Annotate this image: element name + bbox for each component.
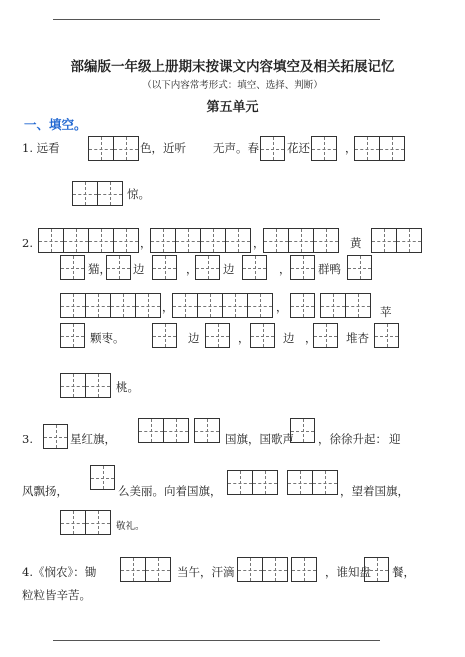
q2-kezao: 颗枣。: [90, 331, 125, 345]
q2-blank-5[interactable]: [60, 255, 85, 280]
q3-wangzhe: ，望着国旗，: [340, 484, 409, 498]
q1-text-b: 无声。春: [213, 141, 259, 155]
q2-blank-10[interactable]: [290, 255, 315, 280]
q2-blank-8[interactable]: [195, 255, 220, 280]
q2-comma-h: ，: [305, 331, 317, 345]
q1-blank-5[interactable]: [72, 181, 122, 206]
q2-comma-b: ，: [253, 236, 265, 250]
q4-prefix: 4.《悯农》：锄: [22, 565, 97, 579]
q2-blank-21[interactable]: [374, 323, 399, 348]
q2-blank-6[interactable]: [106, 255, 131, 280]
q2-blank-20[interactable]: [313, 323, 338, 348]
q3-meili: 么美丽。向着国旗，: [118, 484, 222, 498]
q2-blank-9[interactable]: [242, 255, 267, 280]
q2-duixing: 堆杏: [346, 331, 369, 345]
q3-xuxu: ，徐徐升起：: [318, 432, 387, 446]
document-subtitle: （以下内容常考形式：填空、选择、判断）: [142, 80, 323, 91]
q1-blank-1[interactable]: [88, 136, 138, 161]
q3-blank-6[interactable]: [227, 470, 277, 495]
q1-blank-4[interactable]: [354, 136, 404, 161]
q3-blank-2[interactable]: [138, 418, 188, 443]
q2-comma-g: ，: [238, 331, 250, 345]
q2-mao: 猫，: [88, 262, 111, 276]
q1-text-d: ，: [345, 141, 357, 155]
q2-prefix: 2.: [22, 236, 33, 250]
q3-xinghongqi: 星红旗，: [70, 432, 116, 446]
q2-blank-2[interactable]: [150, 228, 250, 253]
q2-blank-17[interactable]: [152, 323, 177, 348]
q3-prefix: 3.: [22, 432, 33, 446]
q4-blank-1[interactable]: [120, 557, 170, 582]
q2-blank-7[interactable]: [152, 255, 177, 280]
q2-comma-c: ，: [186, 262, 198, 276]
q3-jingli: 敬礼。: [116, 521, 145, 532]
q2-blank-4[interactable]: [371, 228, 421, 253]
q4-blank-2[interactable]: [237, 557, 287, 582]
q2-blank-19[interactable]: [250, 323, 275, 348]
q2-bian-c: 边: [188, 331, 200, 345]
q4-dangwu: 当午，汗滴: [177, 565, 235, 579]
q4-blank-3[interactable]: [291, 557, 316, 582]
q2-comma-a: ，: [140, 236, 152, 250]
q3-fengpiaoyang: 风飘扬，: [22, 484, 68, 498]
q2-blank-3[interactable]: [263, 228, 338, 253]
unit-heading: 第五单元: [206, 100, 259, 115]
q2-blank-14[interactable]: [290, 293, 315, 318]
q2-tao: 桃。: [116, 380, 139, 394]
q2-blank-12[interactable]: [60, 293, 160, 318]
q2-comma-e: ，: [162, 300, 174, 314]
q3-guoqi: 国旗，国歌声: [225, 432, 294, 446]
q3-blank-7[interactable]: [287, 470, 337, 495]
q2-blank-18[interactable]: [205, 323, 230, 348]
q3-blank-8[interactable]: [60, 510, 110, 535]
q3-blank-5[interactable]: [90, 465, 115, 490]
q1-text-a: 色，近听: [140, 141, 186, 155]
q2-qunya: 群鸭: [318, 262, 341, 276]
q1-text-c: 花还: [287, 141, 310, 155]
q2-blank-11[interactable]: [347, 255, 372, 280]
q2-ping: 苹: [380, 305, 392, 319]
top-rule: [53, 19, 380, 20]
q4-shuizhi: ，谁知盘: [325, 565, 371, 579]
q2-comma-f: ，: [276, 300, 288, 314]
section-fill-blank: 一、填空。: [24, 117, 87, 132]
q1-blank-2[interactable]: [260, 136, 285, 161]
document-title: 部编版一年级上册期末按课文内容填空及相关拓展记忆: [70, 59, 395, 75]
q2-blank-1[interactable]: [38, 228, 138, 253]
q4-can: 餐，: [392, 565, 415, 579]
q1-blank-3[interactable]: [311, 136, 336, 161]
q1-text-e: 惊。: [127, 187, 150, 201]
q3-blank-1[interactable]: [43, 424, 68, 449]
q2-blank-13[interactable]: [172, 293, 272, 318]
q2-bian-d: 边: [283, 331, 295, 345]
q1-prefix: 1. 远看: [22, 141, 60, 155]
q2-blank-15[interactable]: [320, 293, 370, 318]
q2-bian-a: 边: [133, 262, 145, 276]
q3-ying: 迎: [389, 432, 401, 446]
bottom-rule: [53, 640, 380, 641]
q2-blank-16[interactable]: [60, 323, 85, 348]
q4-line2: 粒粒皆辛苦。: [22, 588, 91, 602]
q4-blank-4[interactable]: [364, 557, 389, 582]
q2-huang: 黄: [350, 236, 362, 250]
q2-blank-22[interactable]: [60, 373, 110, 398]
q3-blank-4[interactable]: [290, 418, 315, 443]
q2-bian-b: 边: [223, 262, 235, 276]
q3-blank-3[interactable]: [194, 418, 219, 443]
q2-comma-d: ，: [279, 262, 291, 276]
